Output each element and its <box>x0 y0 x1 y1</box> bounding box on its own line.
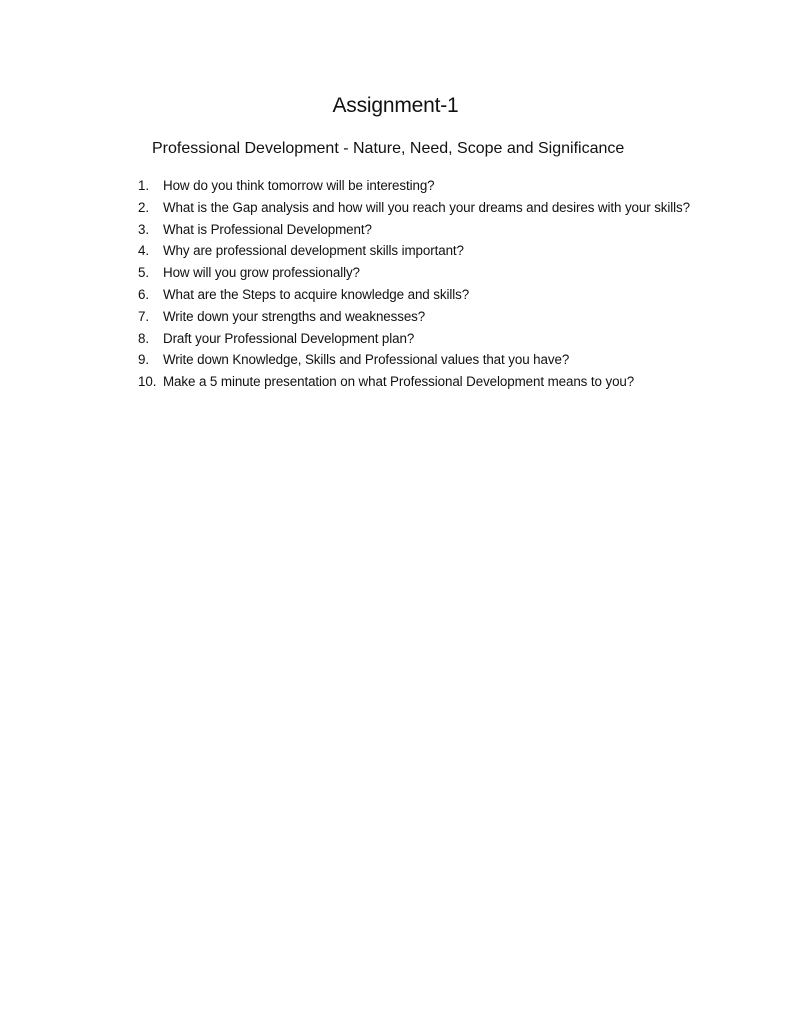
question-number: 2. <box>138 199 149 215</box>
question-list <box>138 175 698 393</box>
question-text: Why are professional development skills important? <box>163 243 464 259</box>
question-number: 4. <box>138 243 149 259</box>
question-text: Write down Knowledge, Skills and Professional values that you have? <box>163 352 570 368</box>
question-number: 10. <box>138 374 157 390</box>
question-text: What is the Gap analysis and how will you reach your dreams and desires with your skills? <box>163 199 690 215</box>
question-text: How do you think tomorrow will be interesting? <box>163 178 435 193</box>
question-item <box>138 262 698 284</box>
question-item <box>138 371 698 393</box>
question-text: What is Professional Development? <box>163 221 372 237</box>
question-number: 1. <box>138 178 149 193</box>
question-item <box>138 240 698 262</box>
question-text: Draft your Professional Development plan? <box>163 330 415 346</box>
question-number: 6. <box>138 286 149 302</box>
question-item <box>138 284 698 306</box>
question-item <box>138 197 698 219</box>
question-item <box>138 349 698 371</box>
question-item <box>138 328 698 350</box>
document-subtitle: Professional Development - Nature, Need, Scope and Significance <box>152 140 625 157</box>
question-number: 5. <box>138 265 149 281</box>
question-number: 3. <box>138 221 149 237</box>
question-item <box>138 219 698 241</box>
question-text: Make a 5 minute presentation on what Professional Development means to you? <box>163 374 635 390</box>
question-item <box>138 306 698 328</box>
question-number: 7. <box>138 308 149 324</box>
question-number: 9. <box>138 352 149 368</box>
question-number: 8. <box>138 330 149 346</box>
question-text: Write down your strengths and weaknesses? <box>163 308 426 324</box>
document-title: Assignment-1 <box>332 94 459 117</box>
question-text: How will you grow professionally? <box>163 265 360 281</box>
question-item <box>138 175 698 197</box>
question-text: What are the Steps to acquire knowledge and skills? <box>163 286 470 302</box>
